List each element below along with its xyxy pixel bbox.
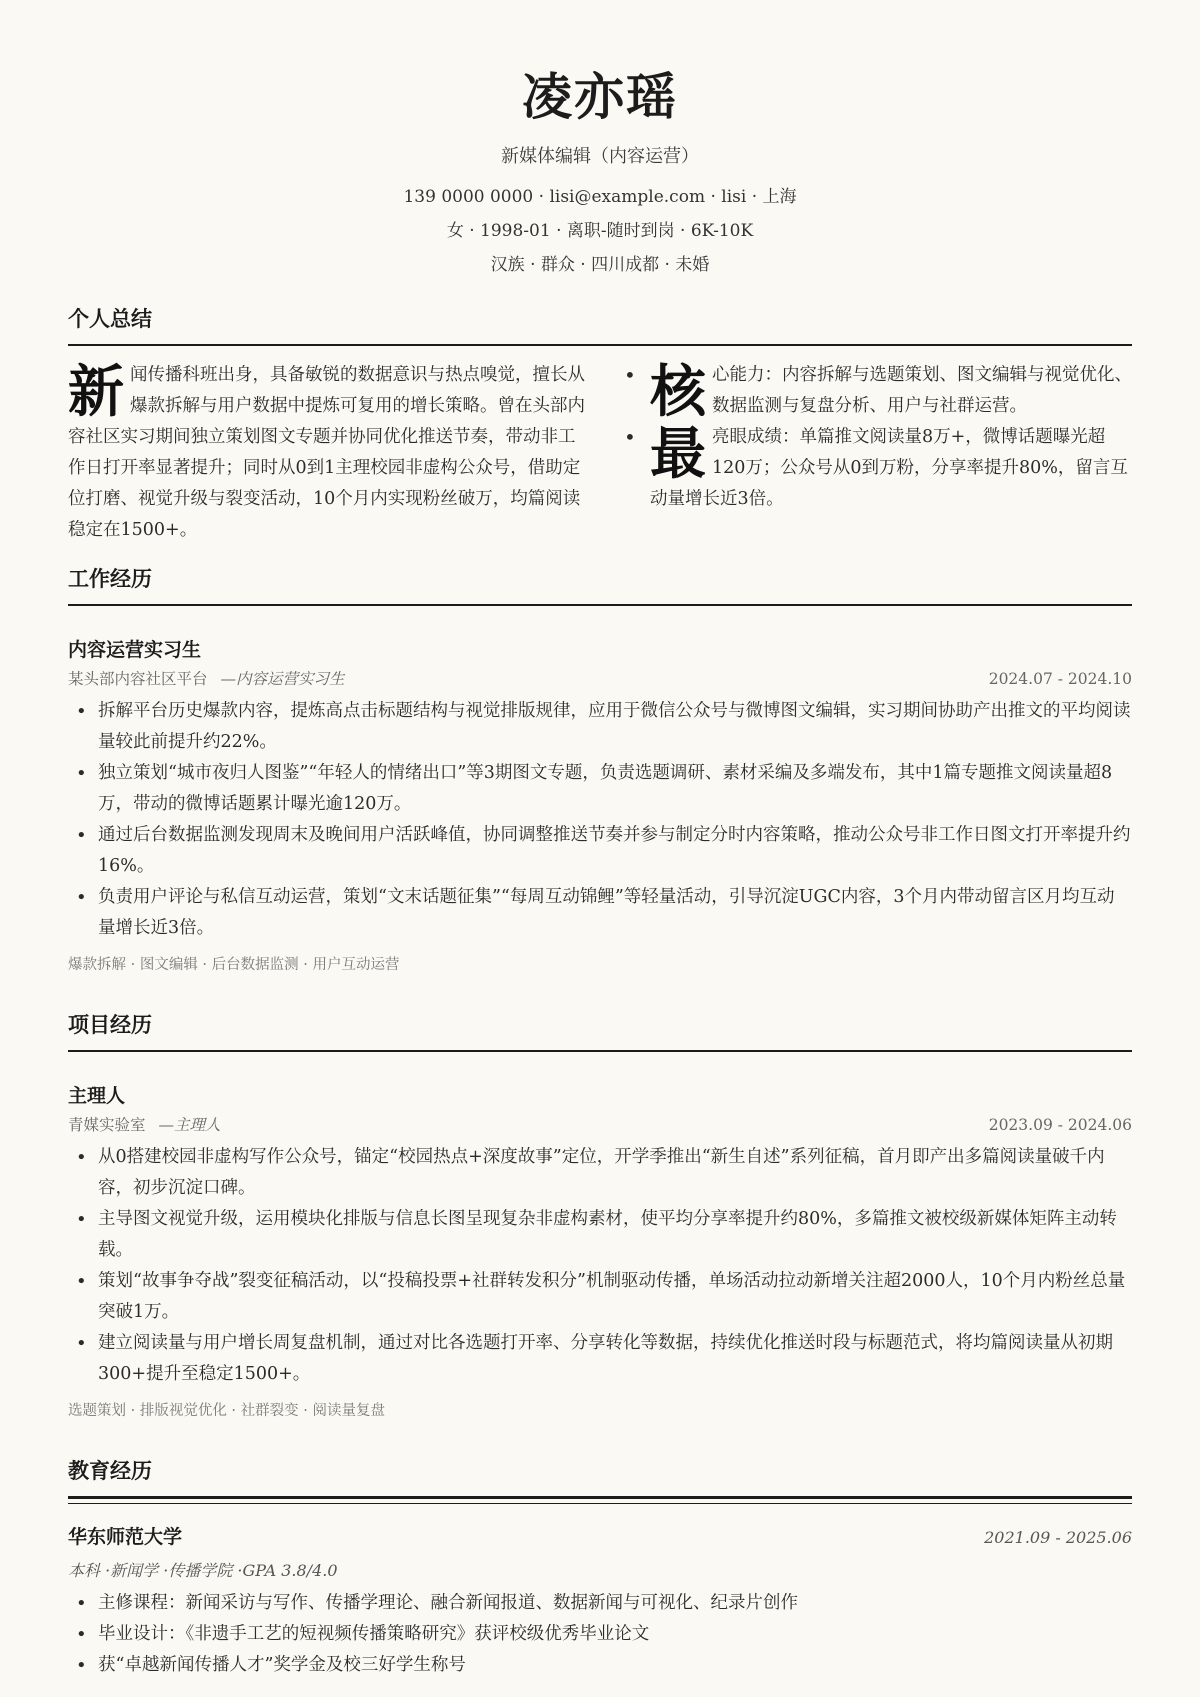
section-divider — [68, 344, 1132, 346]
drop-cap: 核 — [650, 359, 706, 425]
project-entry — [68, 1082, 1132, 1422]
entry-tags: 选题策划 · 排版视觉优化 · 社群裂变 · 阅读量复盘 — [68, 1403, 385, 1419]
highlight-text: 心能力：内容拆解与选题策划、图文编辑与视觉优化、数据监测与复盘分析、用户与社群运营。 — [712, 365, 1132, 416]
job-target: 新媒体编辑（内容运营） — [501, 146, 699, 167]
entry-meta — [68, 666, 1132, 692]
section-title-project: 项目经历 — [68, 1012, 152, 1037]
entry-title: 主理人 — [68, 1085, 126, 1107]
entry-company: 某头部内容社区平台 — [68, 670, 208, 688]
entry-role: —内容运营实习生 — [220, 670, 345, 688]
education-entry — [68, 1522, 1132, 1552]
candidate-name: 凌亦瑶 — [522, 67, 678, 126]
bullet-icon: • — [624, 425, 636, 449]
entry-title: 内容运营实习生 — [68, 639, 202, 661]
section-title-education: 教育经历 — [68, 1458, 152, 1483]
list-item: • 主导图文视觉升级，运用模块化排版与信息长图呈现复杂非虚构素材，使平均分享率提升约80%，多篇推文被校级新媒体矩阵主动转载。 — [68, 1204, 1132, 1266]
summary-section — [68, 304, 1132, 546]
list-item: • 策划“故事争夺战”裂变征稿活动，以“投稿投票+社群转发积分”机制驱动传播，单场活动拉动新增关注超2000人，10个月内粉丝总量突破1万。 — [68, 1266, 1132, 1328]
bullet-icon: • — [76, 825, 87, 846]
entry-date: 2024.07 - 2024.10 — [988, 670, 1132, 688]
bullet-icon: • — [76, 701, 87, 722]
entry-tags: 爆款拆解 · 图文编辑 · 后台数据监测 · 用户互动运营 — [68, 957, 400, 973]
bullet-icon: • — [624, 363, 636, 387]
section-title-summary: 个人总结 — [68, 306, 152, 331]
section-divider — [68, 604, 1132, 606]
list-item: • 主修课程：新闻采访与写作、传播学理论、融合新闻报道、数据新闻与可视化、纪录片创作 — [68, 1588, 1132, 1619]
list-item: • 通过后台数据监测发现周末及晚间用户活跃峰值，协同调整推送节奏并参与制定分时内容策略，推动公众号非工作日图文打开率提升约16%。 — [68, 820, 1132, 882]
summary-highlights — [616, 360, 1132, 546]
bullet-icon: • — [76, 1147, 87, 1168]
work-section — [68, 564, 1132, 976]
bullet-icon: • — [76, 887, 87, 908]
entry-company: 青媒实验室 — [68, 1116, 146, 1134]
list-item: • 毕业设计：《非遗手工艺的短视频传播策略研究》获评校级优秀毕业论文 — [68, 1619, 1132, 1650]
contact-block — [68, 180, 1132, 282]
section-divider — [68, 1050, 1132, 1052]
section-divider — [68, 1496, 1132, 1504]
summary-paragraph — [68, 360, 586, 546]
resume-header — [68, 0, 1132, 282]
bullet-icon: • — [76, 1624, 87, 1645]
education-bullets — [68, 1588, 1132, 1681]
section-title-work: 工作经历 — [68, 566, 152, 591]
summary-text: 闻传播科班出身，具备敏锐的数据意识与热点嗅觉，擅长从爆款拆解与用户数据中提炼可复用的增长策略。曾在头部内容社区实习期间独立策划图文专题并协同优化推送节奏，带动非工作日打开率显著提升；同时从0到1主理校园非虚构公众号，借助定位打磨、视觉升级与裂变活动，10个月内实现粉丝破万，均篇阅读稳定在1500+。 — [68, 365, 585, 540]
bullet-icon: • — [76, 1271, 87, 1292]
degree-info: 本科 ·新闻学 ·传播学院 ·GPA 3.8/4.0 — [68, 1561, 338, 1580]
list-item: • 建立阅读量与用户增长周复盘机制，通过对比各选题打开率、分享转化等数据，持续优化推送时段与标题范式，将均篇阅读量从初期300+提升至稳定1500+。 — [68, 1328, 1132, 1390]
entry-date: 2021.09 - 2025.06 — [984, 1528, 1132, 1547]
project-section — [68, 1010, 1132, 1422]
highlight-text: 亮眼成绩：单篇推文阅读量8万+，微博话题曝光超120万；公众号从0到万粉，分享率提升80%，留言互动量增长近3倍。 — [650, 427, 1128, 509]
contact-line: 139 0000 0000 · lisi@example.com · lisi · 上海 — [403, 187, 797, 207]
highlight-item — [616, 422, 1132, 515]
background-line: 汉族 · 群众 · 四川成都 · 未婚 — [490, 255, 710, 275]
entry-role: —主理人 — [158, 1116, 221, 1134]
list-item: • 获“卓越新闻传播人才”奖学金及校三好学生称号 — [68, 1650, 1132, 1681]
summary-body — [68, 360, 1132, 546]
bullet-icon: • — [76, 763, 87, 784]
bullet-icon: • — [76, 1333, 87, 1354]
entry-meta — [68, 1112, 1132, 1138]
list-item: • 负责用户评论与私信互动运营，策划“文末话题征集”“每周互动锦鲤”等轻量活动，引导沉淀UGC内容，3个月内带动留言区月均互动量增长近3倍。 — [68, 882, 1132, 944]
bullet-icon: • — [76, 1209, 87, 1230]
education-section — [68, 1456, 1132, 1681]
list-item: • 拆解平台历史爆款内容，提炼高点击标题结构与视觉排版规律，应用于微信公众号与微博图文编辑，实习期间协助产出推文的平均阅读量较此前提升约22%。 — [68, 696, 1132, 758]
drop-cap: 新 — [68, 359, 124, 425]
list-item: • 独立策划“城市夜归人图鉴”“年轻人的情绪出口”等3期图文专题，负责选题调研、素材采编及多端发布，其中1篇专题推文阅读量超8万，带动的微博话题累计曝光逾120万。 — [68, 758, 1132, 820]
entry-bullets — [68, 1142, 1132, 1390]
list-item: • 从0搭建校园非虚构写作公众号，锚定“校园热点+深度故事”定位，开学季推出“新生自述”系列征稿，首月即产出多篇阅读量破千内容，初步沉淀口碑。 — [68, 1142, 1132, 1204]
drop-cap: 最 — [650, 421, 706, 487]
entry-bullets — [68, 696, 1132, 944]
personal-info-line: 女 · 1998-01 · 离职-随时到岗 · 6K-10K — [446, 221, 754, 241]
school-name: 华东师范大学 — [68, 1526, 183, 1548]
work-entry — [68, 636, 1132, 976]
bullet-icon: • — [76, 1593, 87, 1614]
entry-date: 2023.09 - 2024.06 — [988, 1116, 1132, 1134]
bullet-icon: • — [76, 1655, 87, 1676]
highlight-item — [616, 359, 1132, 425]
